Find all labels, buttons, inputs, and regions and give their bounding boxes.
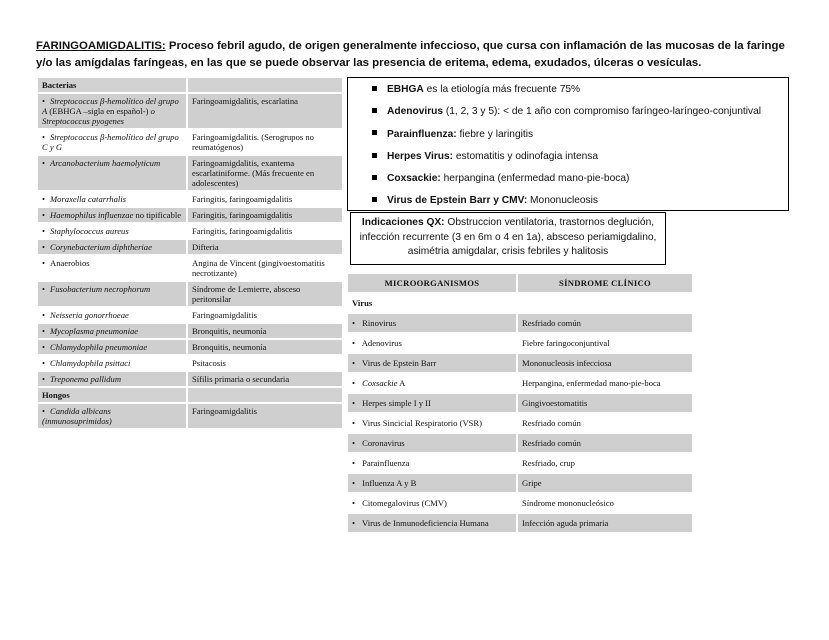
list-item: Virus de Epstein Barr y CMV: Mononucleosis [372,193,761,215]
syndrome: Difteria [188,240,342,254]
organism-name: Arcanobacterium haemolyticum [50,158,161,168]
fungi-header: Hongos [38,388,186,402]
intro-paragraph [36,38,796,72]
organism-note: (EBHGA –sigla en español-) [47,106,151,116]
table-row: • Adenovirus Fiebre faringoconjuntival [348,334,692,352]
syndrome: Resfriado común [518,314,692,332]
table-row: • Coxsackie A Herpangina, enfermedad mano-pie-boca [348,374,692,392]
column-header-microorganisms: MICROORGANISMOS [348,274,516,292]
syndrome: Gripe [518,474,692,492]
organism-suffix: A [397,377,406,388]
organism-name: Rinovirus [362,317,397,328]
syndrome: Faringoamigdalitis, escarlatina [188,94,342,128]
organism-name: Streptococcus β-hemolítico del grupo A [42,96,179,116]
organism-name: Chlamydophila pneumoniae [50,342,148,352]
organism-name: Staphylococcus aureus [50,226,129,236]
organism-name: Candida albicans (inmunosuprimidos) [42,406,112,426]
table-row: • Rinovirus Resfriado común [348,314,692,332]
table-row: • Virus Sincicial Respiratorio (VSR) Resfriado común [348,414,692,432]
list-item: Parainfluenza: fiebre y laringitis [372,127,761,149]
organism-alt: o Streptococcus pyogenes [42,106,155,126]
organism-name: Streptococcus β-hemolítico del grupo C y G [42,132,179,152]
indications-label: Indicaciones QX: [361,217,445,228]
organism-name: Virus de Epstein Barr [362,357,437,368]
organism-name: Herpes simple I y II [362,397,431,408]
bacteria-header-row [38,78,342,92]
table-row: • Chlamydophila psittaci Psitacosis [38,356,342,370]
organism-name: Adenovirus [361,337,402,348]
syndrome: Faringoamigdalitis [188,404,342,428]
organism-name: Virus Sincicial Respiratorio (VSR) [362,417,483,428]
bullet-icon [372,175,377,180]
bacteria-header: Bacterias [38,78,186,92]
table-row: • Virus de Epstein Barr Mononucleosis infecciosa [348,354,692,372]
syndrome: Resfriado, crup [518,454,692,472]
syndrome: Herpangina, enfermedad mano-pie-boca [518,374,692,392]
bullet-icon [372,86,377,91]
bullet-icon [372,108,377,113]
syndrome: Bronquitis, neumonía [188,340,342,354]
bacteria-table [36,76,344,430]
table-row: • Arcanobacterium haemolyticum Faringoamigdalitis, exantema escarlatiniforme. (Más frecuente en adolescentes) [38,156,342,190]
table-row: • Mycoplasma pneumoniae Bronquitis, neumonía [38,324,342,338]
fungi-header-row [38,388,342,402]
table-row: • Moraxella catarrhalis Faringitis, faringoamigdalitis [38,192,342,206]
table-row: • Candida albicans (inmunosuprimidos) Faringoamigdalitis [38,404,342,428]
table-row: • Virus de Inmunodeficiencia Humana Infección aguda primaria [348,514,692,532]
list-item: EBHGA es la etiología más frecuente 75% [372,82,761,104]
organism-name: Moraxella catarrhalis [50,194,126,204]
table-row: • Corynebacterium diphtheriae Difteria [38,240,342,254]
table-row: • Anaerobios Angina de Vincent (gingivoestomatitis necrotizante) [38,256,342,280]
syndrome: Psitacosis [188,356,342,370]
syndrome: Síndrome de Lemierre, absceso peritonsilar [188,282,342,306]
virus-table [346,272,694,534]
organism-name: Fusobacterium necrophorum [50,284,151,294]
syndrome: Faringoamigdalitis [188,308,342,322]
organism-name: Citomegalovirus (CMV) [362,497,447,508]
section-label: Virus [348,294,516,312]
table-row: • Fusobacterium necrophorum Síndrome de Lemierre, absceso peritonsilar [38,282,342,306]
organism-name: Influenza A y B [362,477,417,488]
table-row: • Streptococcus β-hemolítico del grupo C y G Faringoamigdalitis. (Serogrupos no reumatógenos) [38,130,342,154]
etiology-box [347,77,789,211]
virus-table-header [348,274,692,292]
table-row: • Haemophilus influenzae no tipificable Faringitis, faringoamigdalitis [38,208,342,222]
syndrome: Fiebre faringoconjuntival [518,334,692,352]
intro-text: Proceso febril agudo, de origen generalmente infeccioso, que cursa con inflamación de las mucosas de la faringe y/o las amígdalas faríngeas, en las que se puede observar las presencia de eritema, edema, exudados, úlceras o vesículas. [36,40,785,69]
syndrome: Faringoamigdalitis. (Serogrupos no reumatógenos) [188,130,342,154]
syndrome: Mononucleosis infecciosa [518,354,692,372]
organism-name: Anaerobios [50,258,90,268]
table-row: • Streptococcus β-hemolítico del grupo A (EBHGA –sigla en español-) o Streptococcus pyogenes Faringoamigdalitis, escarlatina [38,94,342,128]
syndrome: Angina de Vincent (gingivoestomatitis necrotizante) [188,256,342,280]
indications-text: Obstruccion ventilatoria, trastornos deglución, infección recurrente (3 en 6m o 4 en 1a), absceso periamigdalino, asimétria amigdalar, crisis febriles y halitosis [359,217,657,257]
organism-name: Neisseria gonorrhoeae [50,310,129,320]
organism-name: Parainfluenza [362,457,410,468]
bullet-icon [372,153,377,158]
organism-name: Virus de Inmunodeficiencia Humana [362,517,489,528]
table-row: • Chlamydophila pneumoniae Bronquitis, neumonía [38,340,342,354]
syndrome: Faringoamigdalitis, exantema escarlatiniforme. (Más frecuente en adolescentes) [188,156,342,190]
organism-name: Corynebacterium diphtheriae [50,242,152,252]
organism-note: no tipificable [133,210,182,220]
syndrome: Resfriado común [518,434,692,452]
syndrome: Faringitis, faringoamigdalitis [188,208,342,222]
organism-name: Chlamydophila psittaci [50,358,131,368]
list-item: Herpes Virus: estomatitis y odinofagia intensa [372,149,761,171]
indications-box [350,212,666,265]
table-row: • Neisseria gonorrhoeae Faringoamigdalitis [38,308,342,322]
table-row: • Herpes simple I y II Gingivoestomatitis [348,394,692,412]
bullet-icon [372,130,377,135]
table-row: • Staphylococcus aureus Faringitis, faringoamigdalitis [38,224,342,238]
organism-name: Treponema pallidum [50,374,122,384]
syndrome: Resfriado común [518,414,692,432]
section-row [348,294,692,312]
bullet-icon [372,197,377,202]
organism-name: Mycoplasma pneumoniae [50,326,139,336]
column-header-syndrome: SÍNDROME CLÍNICO [518,274,692,292]
etiology-list [372,82,761,216]
list-item: Adenovirus (1, 2, 3 y 5): < de 1 año con compromiso faríngeo-laríngeo-conjuntival [372,104,761,126]
syndrome: Faringitis, faringoamigdalitis [188,224,342,238]
organism-name: Coronavirus [362,437,405,448]
syndrome: Faringitis, faringoamigdalitis [188,192,342,206]
syndrome: Gingivoestomatitis [518,394,692,412]
intro-term: FARINGOAMIGDALITIS: [36,40,166,52]
table-row: • Treponema pallidum Sífilis primaria o secundaria [38,372,342,386]
syndrome: Sífilis primaria o secundaria [188,372,342,386]
table-row: • Influenza A y B Gripe [348,474,692,492]
organism-name: Haemophilus influenzae [50,210,134,220]
table-row: • Citomegalovirus (CMV) Síndrome mononucleósico [348,494,692,512]
table-row: • Parainfluenza Resfriado, crup [348,454,692,472]
syndrome: Bronquitis, neumonía [188,324,342,338]
syndrome: Infección aguda primaria [518,514,692,532]
list-item: Coxsackie: herpangina (enfermedad mano-pie-boca) [372,171,761,193]
table-row: • Coronavirus Resfriado común [348,434,692,452]
organism-name: Coxsackie [362,377,398,388]
syndrome: Síndrome mononucleósico [518,494,692,512]
